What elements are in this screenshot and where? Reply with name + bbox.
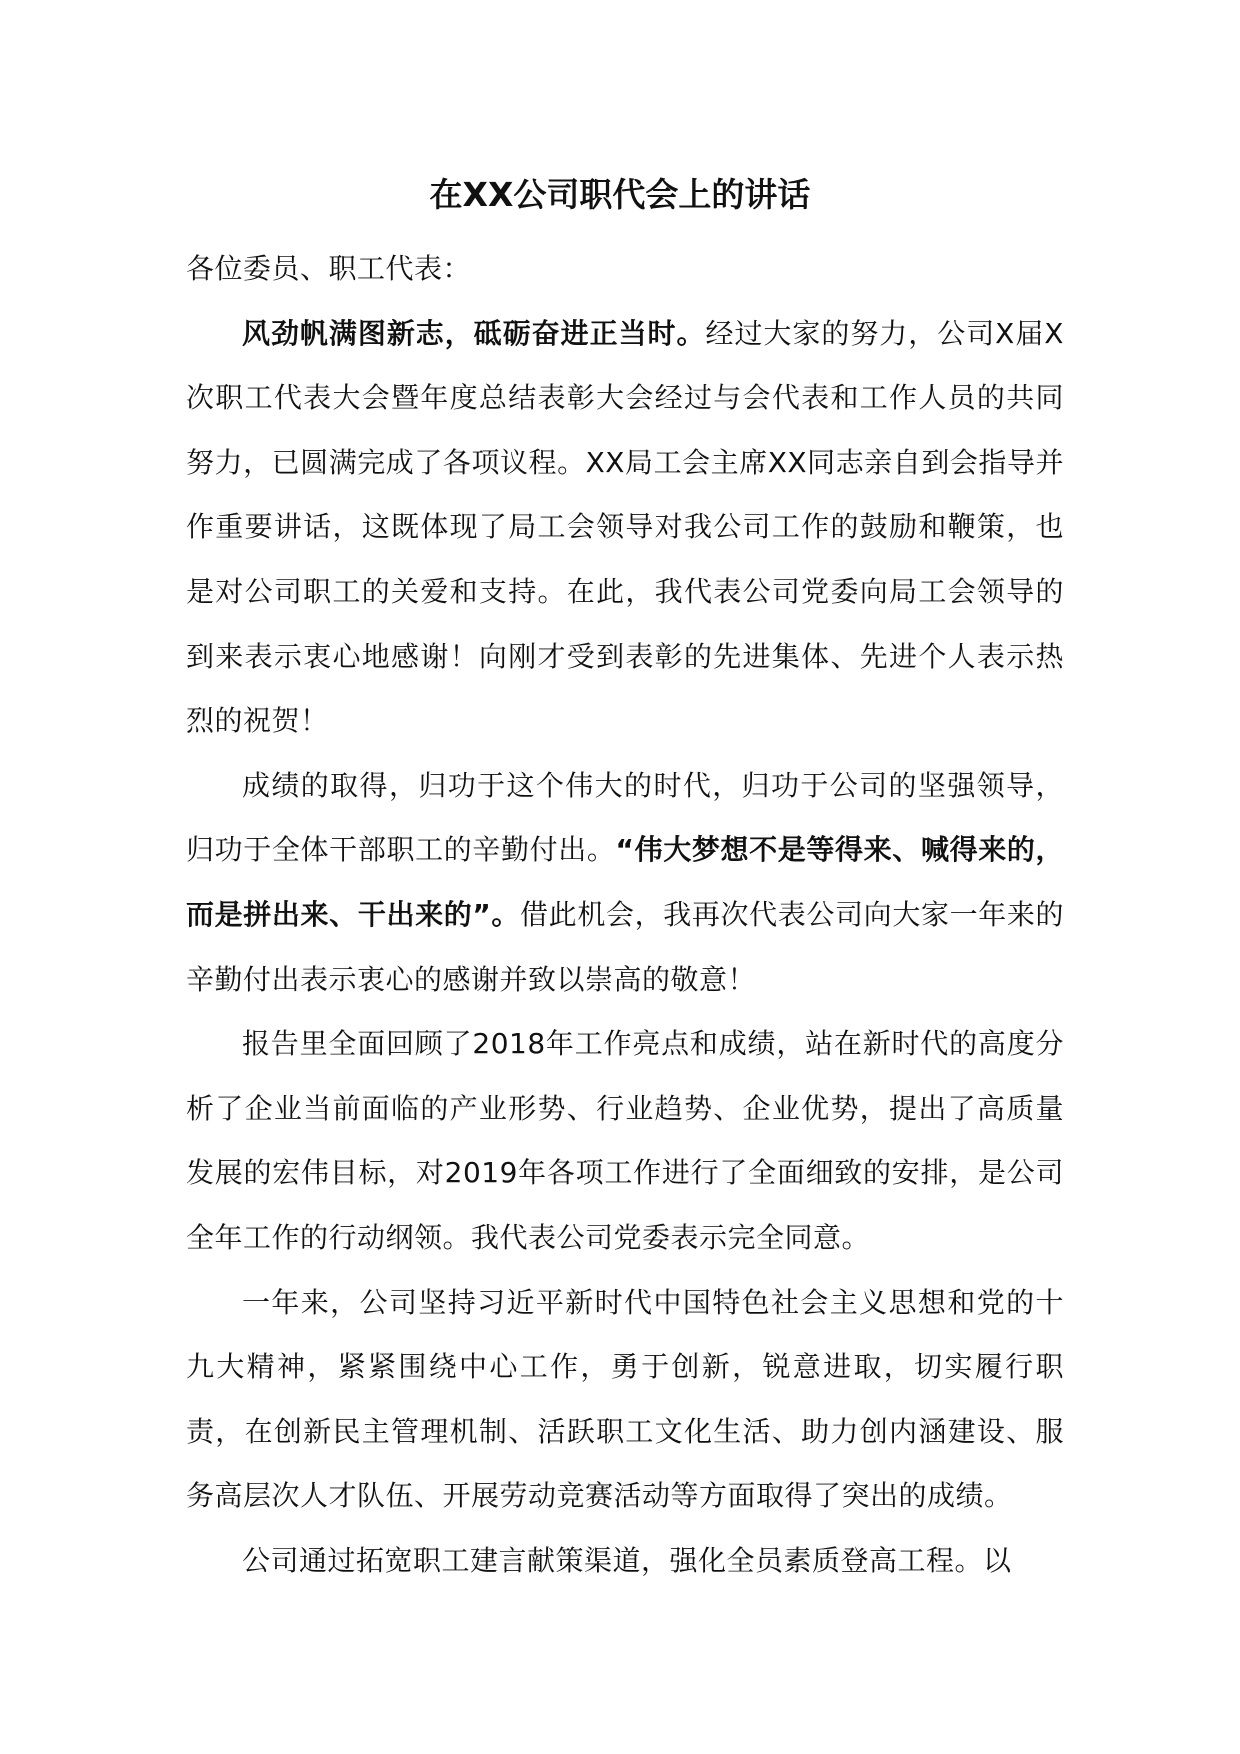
- paragraph-1: [186, 302, 1064, 754]
- document-body: [186, 237, 1064, 1593]
- paragraph-5: 公司通过拓宽职工建言献策渠道，强化全员素质登高工程。以: [242, 1543, 1012, 1577]
- paragraph-1-text: 经过大家的努力，公司X届X次职工代表大会暨年度总结表彰大会经过与会代表和工作人员的共同努力，已圆满完成了各项议程。XX局工会主席XX同志亲自到会指导并作重要讲话，这既体现了局工会领导对我公司工作的鼓励和鞭策，也是对公司职工的关爱和支持。在此，我代表公司党委向局工会领导的到来表示衷心地感谢！向刚才受到表彰的先进集体、先进个人表示热烈的祝贺！: [186, 316, 1064, 738]
- document-title: 在XX公司职代会上的讲话: [429, 175, 811, 214]
- paragraph-2-text-after: 借此机会，我再次代表公司向大家一年来的辛勤付出表示衷心的感谢并致以崇高的敬意！: [186, 897, 1064, 996]
- paragraph-2-bold-quote: “伟大梦想不是等得来、喊得来的，而是拼出来、干出来的”。: [186, 833, 1064, 931]
- paragraph-3: 报告里全面回顾了2018年工作亮点和成绩，站在新时代的高度分析了企业当前面临的产业形势、行业趋势、企业优势，提出了高质量发展的宏伟目标，对2019年各项工作进行了全面细致的安排，是公司全年工作的行动纲领。我代表公司党委表示完全同意。: [186, 1027, 1064, 1254]
- paragraph-1-bold-lead: 风劲帆满图新志，砥砺奋进正当时。: [242, 316, 706, 350]
- paragraph-2: [186, 754, 1064, 1012]
- paragraph-4: 一年来，公司坚持习近平新时代中国特色社会主义思想和党的十九大精神，紧紧围绕中心工作，勇于创新，锐意进取，切实履行职责，在创新民主管理机制、活跃职工文化生活、助力创内涵建设、服务高层次人才队伍、开展劳动竞赛活动等方面取得了突出的成绩。: [186, 1285, 1064, 1513]
- paragraph-2-text-before: 成绩的取得，归功于这个伟大的时代，归功于公司的坚强领导，归功于全体干部职工的辛勤付出。: [186, 768, 1064, 867]
- greeting-line: 各位委员、职工代表：: [186, 252, 472, 285]
